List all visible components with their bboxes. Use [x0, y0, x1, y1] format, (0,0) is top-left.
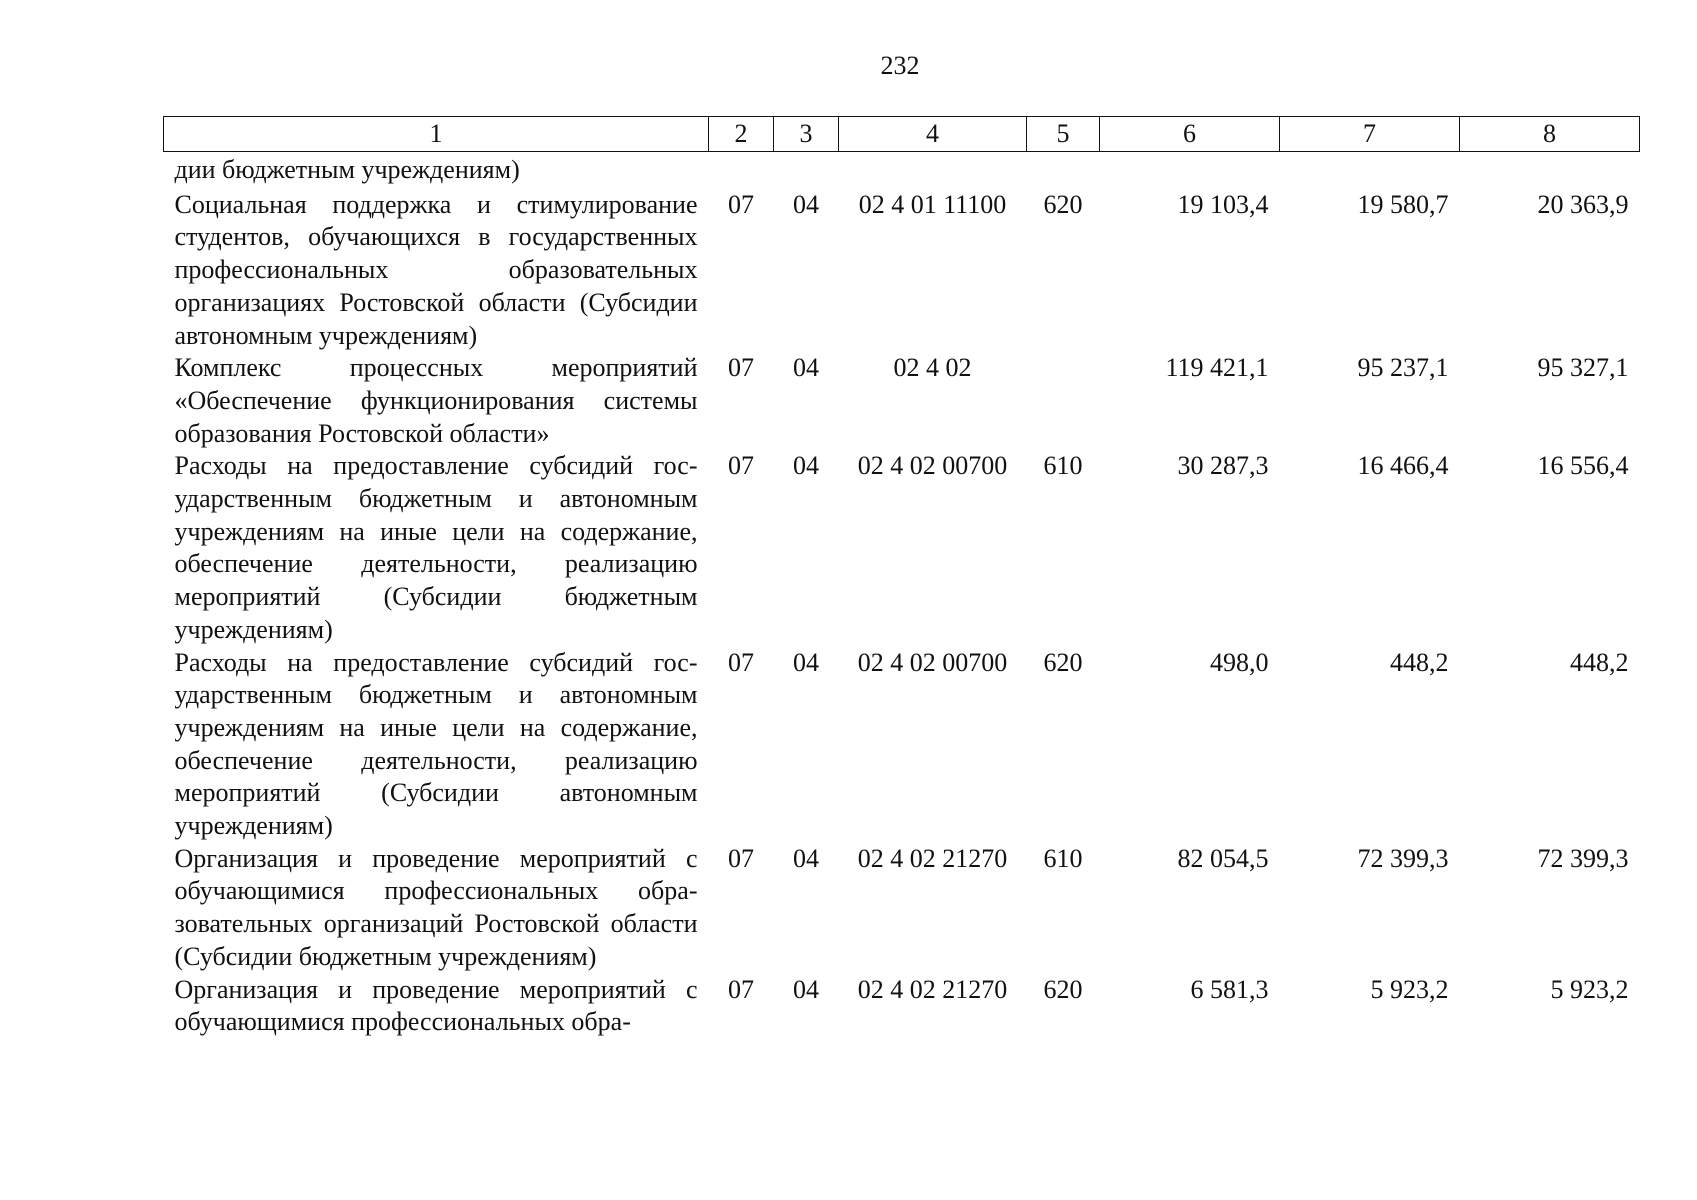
column-header-6: 6 — [1100, 117, 1280, 152]
row-subsection — [774, 152, 839, 189]
table-row — [164, 843, 1640, 974]
row-value-col7: 5 923,2 — [1370, 974, 1449, 1004]
page-number: 232 — [880, 51, 920, 80]
row-value-col6: 30 287,3 — [1177, 451, 1269, 481]
row-value-col7: 19 580,7 — [1357, 189, 1449, 219]
table-row — [164, 189, 1640, 353]
column-header-1: 1 — [164, 117, 709, 152]
row-description: Организация и проведение мероприятий с обучающимися профессиональных обра- — [174, 974, 698, 1037]
row-target-article: 02 4 02 — [893, 353, 972, 383]
row-value-col6: 19 103,4 — [1177, 189, 1269, 219]
row-value-col8: 95 327,1 — [1537, 353, 1629, 383]
column-header-2: 2 — [709, 117, 774, 152]
row-value-col8: 5 923,2 — [1550, 974, 1629, 1004]
row-target-article: 02 4 02 00700 — [857, 451, 1008, 481]
row-value-col7: 448,2 — [1390, 647, 1449, 677]
row-value-col8: 16 556,4 — [1537, 451, 1629, 481]
row-value-col6: 6 581,3 — [1190, 974, 1269, 1004]
row-description: Организация и проведение мероприятий с обучающимися профессиональных образовательных организаций Ростовской области (Субсидии бюджетным учреждениям) — [174, 843, 698, 971]
table-row — [164, 352, 1640, 450]
row-expense-type: 610 — [1043, 843, 1083, 873]
row-section: 07 — [728, 451, 754, 481]
row-subsection: 04 — [793, 974, 819, 1004]
table-row — [164, 450, 1640, 646]
table-row — [164, 974, 1640, 1039]
row-value-col8: 448,2 — [1570, 647, 1629, 677]
row-description: Расходы на предоставление субсидий государственным бюджетным и автономным учреждениям на иные цели на содержание, обеспечение деятельности, реализацию мероприятий (Субсидии бюджетным учреждениям) — [174, 451, 698, 644]
row-expense-type: 620 — [1043, 189, 1083, 219]
row-expense-type: 620 — [1043, 974, 1083, 1004]
row-section: 07 — [728, 353, 754, 383]
row-description: Социальная поддержка и стимулирование студентов, обучающихся в государственных профессиональных образовательных организациях Ростовской области (Субсидии автономным учреждениям) — [174, 189, 698, 350]
row-target-article: 02 4 02 00700 — [857, 647, 1008, 677]
table-row — [164, 647, 1640, 843]
row-value-col8 — [1460, 152, 1640, 189]
row-section: 07 — [728, 647, 754, 677]
row-expense-type — [1027, 352, 1100, 450]
row-section — [709, 152, 774, 189]
row-value-col6: 119 421,1 — [1165, 353, 1269, 383]
column-header-7: 7 — [1280, 117, 1460, 152]
row-section: 07 — [728, 843, 754, 873]
row-subsection: 04 — [793, 189, 819, 219]
column-number-header-row — [164, 117, 1640, 152]
row-subsection: 04 — [793, 647, 819, 677]
row-description: Комплекс процессных мероприятий «Обеспечение функционирования системы образования Ростовской области» — [174, 353, 698, 448]
row-section: 07 — [728, 189, 754, 219]
row-section: 07 — [728, 974, 754, 1004]
row-subsection: 04 — [793, 353, 819, 383]
row-value-col7: 72 399,3 — [1357, 843, 1449, 873]
row-target-article — [839, 152, 1027, 189]
row-value-col8: 72 399,3 — [1537, 843, 1629, 873]
row-target-article: 02 4 01 11100 — [858, 189, 1007, 219]
row-target-article: 02 4 02 21270 — [857, 843, 1008, 873]
column-header-3: 3 — [774, 117, 839, 152]
column-header-4: 4 — [839, 117, 1027, 152]
column-header-5: 5 — [1027, 117, 1100, 152]
row-expense-type: 620 — [1043, 647, 1083, 677]
budget-table — [163, 116, 1640, 1039]
row-description: дии бюджетным учреждениям) — [174, 155, 520, 184]
row-subsection: 04 — [793, 843, 819, 873]
row-value-col7 — [1280, 152, 1460, 189]
row-target-article: 02 4 02 21270 — [857, 974, 1008, 1004]
row-value-col7: 95 237,1 — [1357, 353, 1449, 383]
row-value-col7: 16 466,4 — [1357, 451, 1449, 481]
row-value-col6 — [1100, 152, 1280, 189]
row-value-col6: 498,0 — [1210, 647, 1269, 677]
row-expense-type — [1027, 152, 1100, 189]
row-expense-type: 610 — [1043, 451, 1083, 481]
row-value-col6: 82 054,5 — [1177, 843, 1269, 873]
row-description: Расходы на предоставление субсидий государственным бюджетным и автономным учреждениям на иные цели на содержание, обеспечение деятельности, реализацию мероприятий (Субсидии автономным учреждениям) — [174, 647, 698, 841]
row-subsection: 04 — [793, 451, 819, 481]
row-value-col8: 20 363,9 — [1537, 189, 1629, 219]
table-row — [164, 152, 1640, 189]
column-header-8: 8 — [1460, 117, 1640, 152]
